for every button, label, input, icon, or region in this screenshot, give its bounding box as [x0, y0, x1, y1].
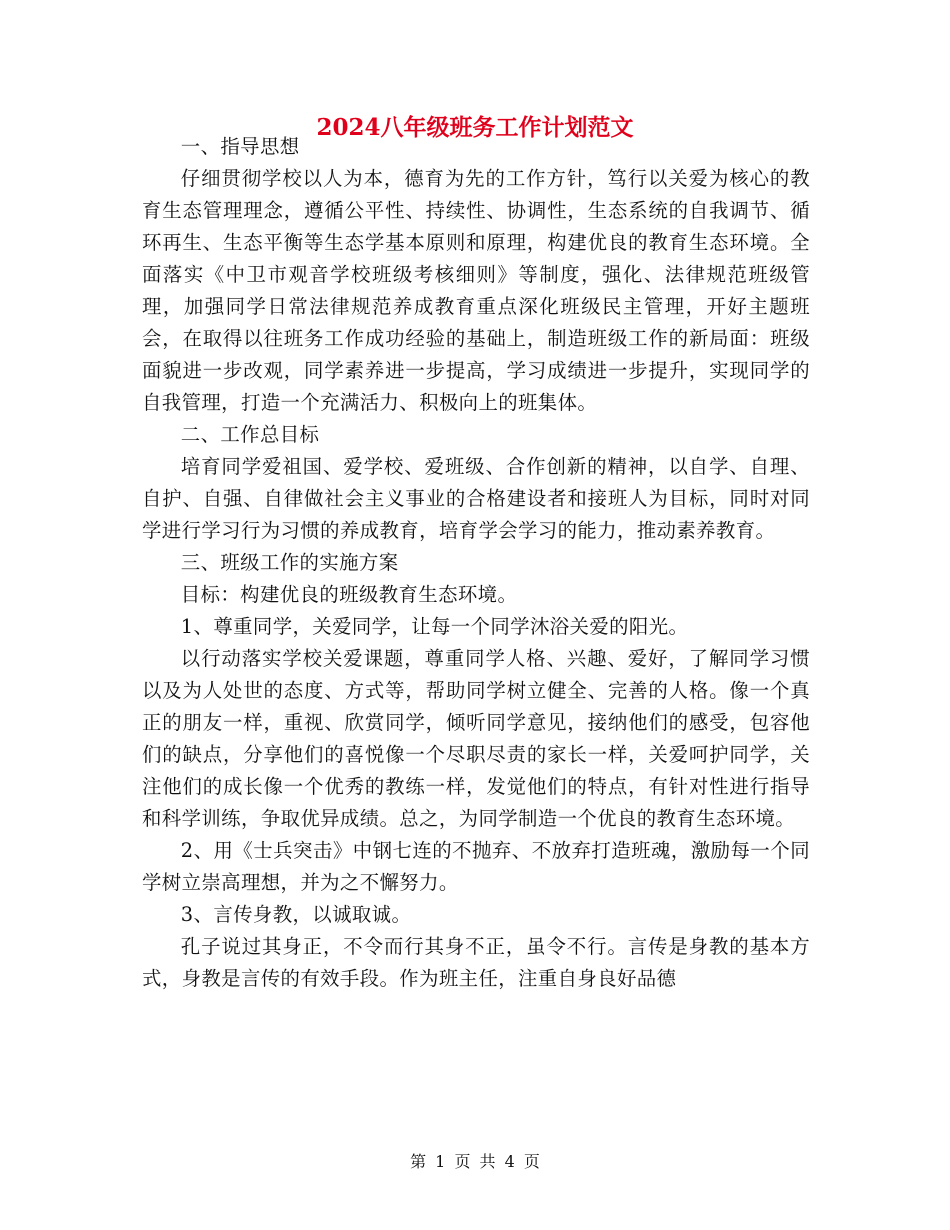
document-title: 2024八年级班务工作计划范文	[316, 114, 634, 141]
document-body	[142, 131, 810, 995]
section-heading-implementation-plan: 三、班级工作的实施方案	[180, 551, 399, 574]
paragraph-plan-target: 目标：构建优良的班级教育生态环境。	[180, 583, 518, 606]
paragraph-item-3-detail: 孔子说过其身正，不令而行其身不正，虽令不行。言传是身教的基本方式，身教是言传的有效手段。作为班主任，注重自身良好品德	[142, 935, 810, 990]
paragraph-overall-goal: 培育同学爱祖国、爱学校、爱班级、合作创新的精神，以自学、自理、自护、自强、自律做社会主义事业的合格建设者和接班人为目标，同时对同学进行学习行为习惯的养成教育，培育学会学习的能力，推动素养教育。	[142, 455, 810, 542]
page-footer: 第 1 页 共 4 页	[410, 1152, 540, 1171]
paragraph-item-1: 1、尊重同学，关爱同学，让每一个同学沐浴关爱的阳光。	[180, 615, 689, 638]
paragraph-item-3: 3、言传身教，以诚取诚。	[180, 903, 412, 926]
paragraph-item-1-detail: 以行动落实学校关爱课题，尊重同学人格、兴趣、爱好，了解同学习惯以及为人处世的态度、方式等，帮助同学树立健全、完善的人格。像一个真正的朋友一样，重视、欣赏同学，倾听同学意见，接纳他们的感受，包容他们的缺点，分享他们的喜悦像一个尽职尽责的家长一样，关爱呵护同学，关注他们的成长像一个优秀的教练一样，发觉他们的特点，有针对性进行指导和科学训练，争取优异成绩。总之，为同学制造一个优良的教育生态环境。	[142, 647, 810, 830]
paragraph-item-2: 2、用《士兵突击》中钢七连的不抛弃、不放弃打造班魂，激励每一个同学树立崇高理想，并为之不懈努力。	[142, 839, 810, 894]
paragraph-guiding-ideology: 仔细贯彻学校以人为本，德育为先的工作方针，笃行以关爱为核心的教育生态管理理念，遵循公平性、持续性、协调性，生态系统的自我调节、循环再生、生态平衡等生态学基本原则和原理，构建优良的教育生态环境。全面落实《中卫市观音学校班级考核细则》等制度，强化、法律规范班级管理，加强同学日常法律规范养成教育重点深化班级民主管理，开好主题班会，在取得以往班务工作成功经验的基础上，制造班级工作的新局面：班级面貌进一步改观，同学素养进一步提高，学习成绩进一步提升，实现同学的自我管理，打造一个充满活力、积极向上的班集体。	[142, 167, 810, 414]
section-heading-overall-goal: 二、工作总目标	[180, 423, 320, 446]
section-heading-guiding-ideology: 一、指导思想	[180, 135, 300, 158]
